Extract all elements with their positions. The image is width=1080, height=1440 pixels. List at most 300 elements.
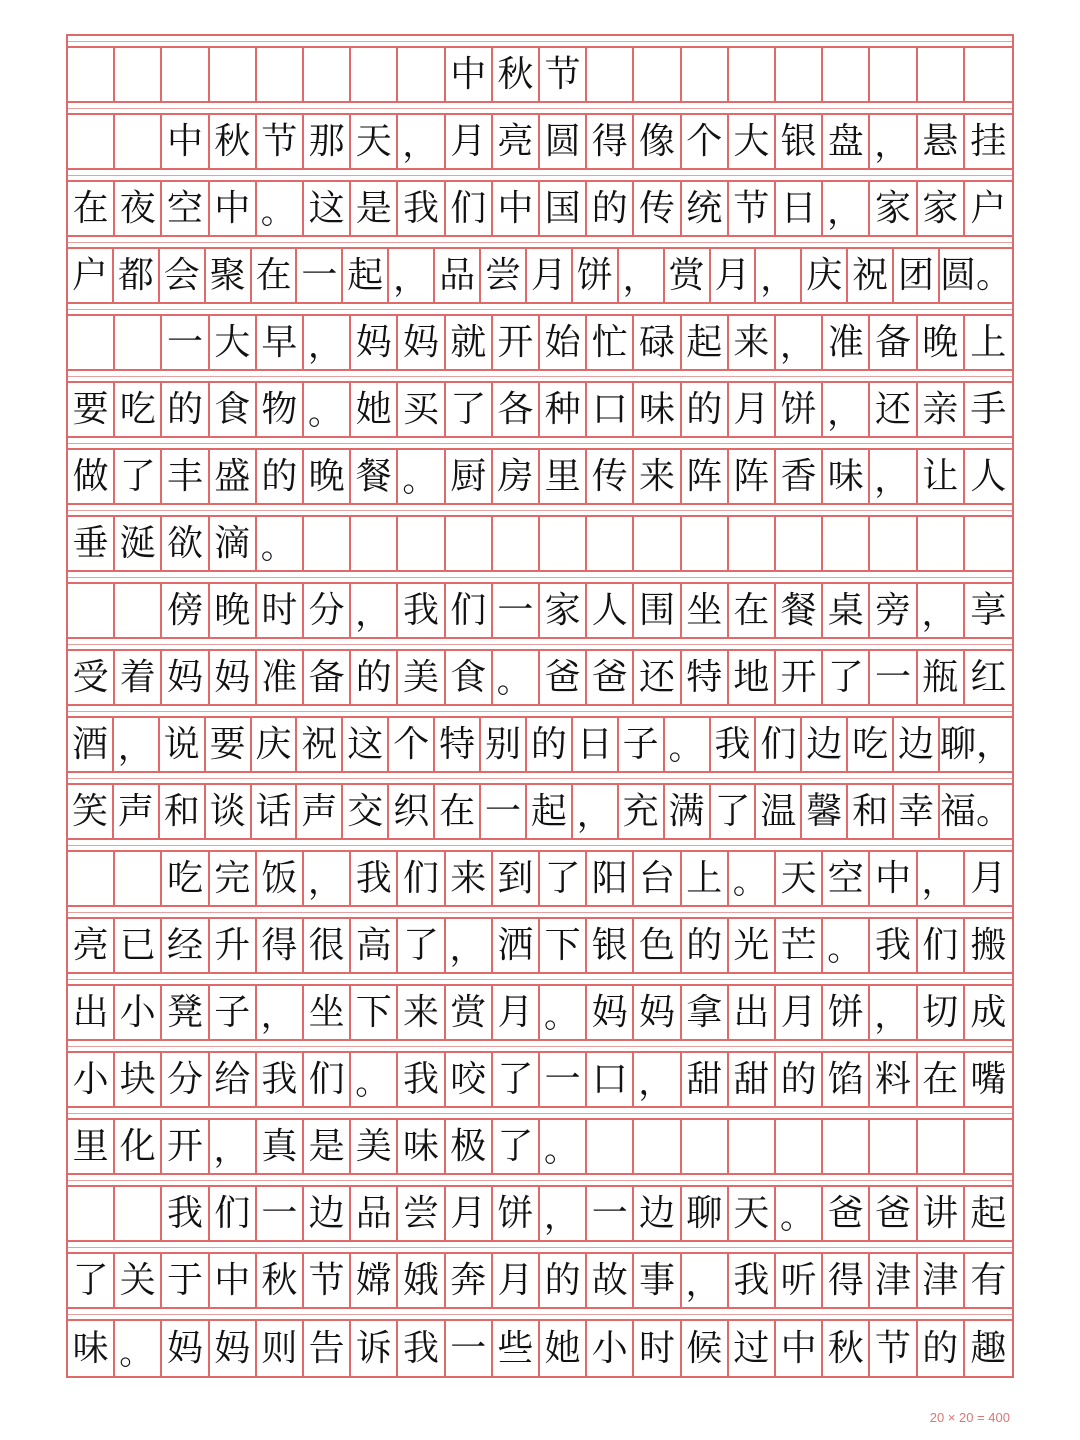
grid-cell: 声 bbox=[297, 785, 343, 838]
grid-cell bbox=[115, 316, 162, 369]
grid-cell: 户 bbox=[68, 249, 114, 302]
grid-cell: 中 bbox=[870, 852, 917, 905]
grid-cell: 声 bbox=[114, 785, 160, 838]
grid-cell: 出 bbox=[729, 986, 776, 1039]
grid-cell: 大 bbox=[729, 115, 776, 168]
grid-cell: 芒 bbox=[776, 919, 823, 972]
grid-cell: 赏 bbox=[665, 249, 711, 302]
grid-cell: 和 bbox=[848, 785, 894, 838]
grid-cell bbox=[115, 852, 162, 905]
grid-cell bbox=[115, 1187, 162, 1240]
grid-cell bbox=[918, 517, 965, 570]
grid-cell: 尝 bbox=[481, 249, 527, 302]
grid-cell: 晚 bbox=[918, 316, 965, 369]
grid-cell: 我 bbox=[870, 919, 917, 972]
grid-cell: 物 bbox=[257, 383, 304, 436]
grid-cell: 我 bbox=[729, 1254, 776, 1307]
grid-cell: ， bbox=[634, 1053, 681, 1106]
grid-row bbox=[68, 1309, 1012, 1376]
grid-cell: 搬 bbox=[970, 924, 1007, 966]
grid-cell: 吃 bbox=[115, 383, 162, 436]
grid-cell: 子 bbox=[619, 718, 665, 771]
grid-cell: 享 bbox=[970, 589, 1007, 631]
grid-cell: 饼 bbox=[776, 383, 823, 436]
grid-cell: 就 bbox=[446, 316, 493, 369]
row-cells bbox=[68, 450, 1012, 505]
grid-cell: 傍 bbox=[162, 584, 209, 637]
grid-row bbox=[68, 1041, 1012, 1108]
grid-cell: ， bbox=[776, 316, 823, 369]
grid-cell: 味 bbox=[823, 450, 870, 503]
grid-cell: 家 bbox=[540, 584, 587, 637]
title-cell bbox=[918, 48, 965, 101]
grid-cell: 秋 bbox=[823, 1321, 870, 1376]
row-gap-line bbox=[68, 36, 1012, 48]
grid-cell bbox=[68, 115, 115, 168]
grid-cell: 时 bbox=[634, 1321, 681, 1376]
grid-cell: 早 bbox=[257, 316, 304, 369]
grid-cell: 光 bbox=[729, 919, 776, 972]
grid-cell: 妈 bbox=[634, 986, 681, 1039]
grid-cell: 事 bbox=[634, 1254, 681, 1307]
grid-cell: 传 bbox=[634, 182, 681, 235]
row-gap-line bbox=[68, 1309, 1012, 1321]
grid-cell: 节 bbox=[729, 182, 776, 235]
grid-cell: 和 bbox=[160, 785, 206, 838]
grid-cell: 我 bbox=[398, 182, 445, 235]
row-cells bbox=[68, 852, 1012, 907]
grid-cell: 妈 bbox=[210, 1321, 257, 1376]
grid-cell: 经 bbox=[162, 919, 209, 972]
grid-cell: 。 bbox=[823, 919, 870, 972]
grid-cell bbox=[304, 517, 351, 570]
title-cell bbox=[210, 48, 257, 101]
grid-cell: 得 bbox=[257, 919, 304, 972]
grid-cell: 盛 bbox=[210, 450, 257, 503]
title-cell bbox=[257, 48, 304, 101]
grid-cell: 。 bbox=[257, 517, 304, 570]
grid-cell: 津 bbox=[918, 1254, 965, 1307]
grid-cell: 节 bbox=[870, 1321, 917, 1376]
grid-cell: 还 bbox=[634, 651, 681, 704]
row-gap-line bbox=[68, 1041, 1012, 1053]
grid-cell: 瓶 bbox=[918, 651, 965, 704]
row-cells bbox=[68, 1187, 1012, 1242]
grid-cell: 候 bbox=[682, 1321, 729, 1376]
grid-cell: 手 bbox=[970, 388, 1007, 430]
grid-cell: 特 bbox=[435, 718, 481, 771]
grid-cell: 银 bbox=[776, 115, 823, 168]
grid-cell: 爸 bbox=[540, 651, 587, 704]
grid-cell: 时 bbox=[257, 584, 304, 637]
title-cell bbox=[351, 48, 398, 101]
grid-cell: ， bbox=[870, 450, 917, 503]
grid-cell: 着 bbox=[115, 651, 162, 704]
grid-cell: 满 bbox=[665, 785, 711, 838]
grid-cell: 统 bbox=[682, 182, 729, 235]
grid-cell: 诉 bbox=[351, 1321, 398, 1376]
grid-cell: 这 bbox=[304, 182, 351, 235]
grid-cell: 亮 bbox=[68, 919, 115, 972]
grid-cell: 准 bbox=[257, 651, 304, 704]
grid-cell: 。 bbox=[729, 852, 776, 905]
title-cell bbox=[729, 48, 776, 101]
grid-cell: 亲 bbox=[918, 383, 965, 436]
grid-cell: ， bbox=[870, 115, 917, 168]
grid-cell: 欲 bbox=[162, 517, 209, 570]
grid-cell: 聊 bbox=[682, 1187, 729, 1240]
grid-cell: 。 bbox=[665, 718, 711, 771]
grid-cell: 了 bbox=[540, 852, 587, 905]
grid-cell bbox=[587, 517, 634, 570]
grid-cell bbox=[682, 1120, 729, 1173]
grid-cell: 中 bbox=[210, 1254, 257, 1307]
title-cell bbox=[634, 48, 681, 101]
row-gap-line bbox=[68, 371, 1012, 383]
row-gap-line bbox=[68, 1108, 1012, 1120]
grid-cell bbox=[634, 1120, 681, 1173]
grid-cell: 悬 bbox=[918, 115, 965, 168]
row-cells bbox=[68, 517, 1012, 572]
grid-cell: 月 bbox=[776, 986, 823, 1039]
grid-cell: 关 bbox=[115, 1254, 162, 1307]
grid-cell: 酒 bbox=[68, 718, 114, 771]
grid-cell: 她 bbox=[351, 383, 398, 436]
grid-cell: 开 bbox=[162, 1120, 209, 1173]
grid-cell: 们 bbox=[398, 852, 445, 905]
grid-row bbox=[68, 1108, 1012, 1175]
grid-cell bbox=[115, 115, 162, 168]
grid-cell: 品 bbox=[435, 249, 481, 302]
grid-cell: 了 bbox=[493, 1120, 540, 1173]
grid-size-label: 20 × 20 = 400 bbox=[929, 1410, 1010, 1425]
grid-cell: 月 bbox=[711, 249, 757, 302]
grid-cell: 爸 bbox=[870, 1187, 917, 1240]
grid-cell: 会 bbox=[160, 249, 206, 302]
grid-cell: 节 bbox=[257, 115, 304, 168]
grid-cell: 完 bbox=[210, 852, 257, 905]
grid-cell bbox=[351, 517, 398, 570]
grid-cell: 们 bbox=[304, 1053, 351, 1106]
grid-cell: 阵 bbox=[729, 450, 776, 503]
row-gap-line bbox=[68, 773, 1012, 785]
grid-cell bbox=[729, 517, 776, 570]
grid-cell bbox=[823, 517, 870, 570]
grid-cell: 极 bbox=[446, 1120, 493, 1173]
grid-cell: 交 bbox=[343, 785, 389, 838]
grid-row bbox=[68, 237, 1012, 304]
row-gap-line bbox=[68, 438, 1012, 450]
grid-cell: 的 bbox=[918, 1321, 965, 1376]
grid-cell: ， bbox=[823, 182, 870, 235]
grid-cell: 食 bbox=[446, 651, 493, 704]
grid-cell: 一 bbox=[162, 316, 209, 369]
grid-cell: 聚 bbox=[206, 249, 252, 302]
grid-cell: 阵 bbox=[682, 450, 729, 503]
grid-cell: 了 bbox=[711, 785, 757, 838]
grid-cell: 馅 bbox=[823, 1053, 870, 1106]
grid-row bbox=[68, 639, 1012, 706]
grid-cell bbox=[776, 517, 823, 570]
grid-cell: 受 bbox=[68, 651, 115, 704]
grid-cell: 得 bbox=[587, 115, 634, 168]
grid-cell: 料 bbox=[870, 1053, 917, 1106]
grid-cell: 口 bbox=[587, 1053, 634, 1106]
grid-cell: 子 bbox=[210, 986, 257, 1039]
grid-cell: 有 bbox=[970, 1259, 1007, 1301]
grid-cell: 很 bbox=[304, 919, 351, 972]
grid-cell: 嫦 bbox=[351, 1254, 398, 1307]
grid-row bbox=[68, 103, 1012, 170]
grid-cell: 节 bbox=[304, 1254, 351, 1307]
row-cells bbox=[68, 1321, 1012, 1376]
grid-cell: 涎 bbox=[115, 517, 162, 570]
grid-cell: 聊， bbox=[939, 723, 1012, 765]
grid-cell: 说 bbox=[160, 718, 206, 771]
row-cells bbox=[68, 182, 1012, 237]
grid-row bbox=[68, 170, 1012, 237]
grid-cell: 馨 bbox=[802, 785, 848, 838]
grid-cell: 一 bbox=[481, 785, 527, 838]
grid-cell: 家 bbox=[918, 182, 965, 235]
grid-cell: 秋 bbox=[257, 1254, 304, 1307]
grid-cell: 餐 bbox=[776, 584, 823, 637]
grid-cell: 小 bbox=[587, 1321, 634, 1376]
grid-cell: 给 bbox=[210, 1053, 257, 1106]
grid-cell: 的 bbox=[776, 1053, 823, 1106]
row-gap-line bbox=[68, 1175, 1012, 1187]
title-cell bbox=[304, 48, 351, 101]
title-cell bbox=[587, 48, 634, 101]
grid-cell: 下 bbox=[540, 919, 587, 972]
grid-cell: 下 bbox=[351, 986, 398, 1039]
grid-cell: 温 bbox=[756, 785, 802, 838]
grid-cell: 月 bbox=[493, 986, 540, 1039]
grid-cell: 故 bbox=[587, 1254, 634, 1307]
grid-cell: 笑 bbox=[68, 785, 114, 838]
grid-cell: 始 bbox=[540, 316, 587, 369]
grid-cell: 备 bbox=[304, 651, 351, 704]
grid-cell: 到 bbox=[493, 852, 540, 905]
grid-cell: 地 bbox=[729, 651, 776, 704]
grid-cell: 嘴 bbox=[970, 1058, 1007, 1100]
grid-cell: 备 bbox=[870, 316, 917, 369]
grid-row bbox=[68, 706, 1012, 773]
grid-cell: ， bbox=[682, 1254, 729, 1307]
grid-cell bbox=[446, 517, 493, 570]
grid-cell: 圆 bbox=[540, 115, 587, 168]
grid-row bbox=[68, 840, 1012, 907]
grid-cell: 盘 bbox=[823, 115, 870, 168]
grid-cell: 切 bbox=[918, 986, 965, 1039]
row-gap-line bbox=[68, 974, 1012, 986]
grid-cell: 一 bbox=[870, 651, 917, 704]
grid-cell: 特 bbox=[682, 651, 729, 704]
grid-cell: 津 bbox=[870, 1254, 917, 1307]
grid-cell: 出 bbox=[68, 986, 115, 1039]
grid-cell: 话 bbox=[252, 785, 298, 838]
grid-cell: 们 bbox=[756, 718, 802, 771]
grid-cell: 奔 bbox=[446, 1254, 493, 1307]
grid-cell: 她 bbox=[540, 1321, 587, 1376]
grid-cell bbox=[68, 852, 115, 905]
title-cell bbox=[776, 48, 823, 101]
grid-cell: 已 bbox=[115, 919, 162, 972]
grid-cell: 。 bbox=[540, 1120, 587, 1173]
grid-cell: 买 bbox=[398, 383, 445, 436]
row-cells bbox=[68, 785, 1012, 840]
grid-row bbox=[68, 505, 1012, 572]
row-gap-line bbox=[68, 639, 1012, 651]
row-cells bbox=[68, 316, 1012, 371]
grid-cell: 台 bbox=[634, 852, 681, 905]
grid-cell: 日 bbox=[776, 182, 823, 235]
row-cells bbox=[68, 1120, 1012, 1175]
grid-cell: 晚 bbox=[304, 450, 351, 503]
grid-cell: 的 bbox=[351, 651, 398, 704]
grid-cell: 别 bbox=[481, 718, 527, 771]
grid-cell: 。 bbox=[304, 383, 351, 436]
grid-cell: 的 bbox=[682, 383, 729, 436]
grid-cell: 则 bbox=[257, 1321, 304, 1376]
grid-cell: 。 bbox=[115, 1321, 162, 1376]
grid-cell: 在 bbox=[918, 1053, 965, 1106]
grid-cell: 口 bbox=[587, 383, 634, 436]
grid-cell: 传 bbox=[587, 450, 634, 503]
row-cells bbox=[68, 1053, 1012, 1108]
grid-cell: 一 bbox=[446, 1321, 493, 1376]
grid-cell: 要 bbox=[68, 383, 115, 436]
row-gap-line bbox=[68, 572, 1012, 584]
row-cells bbox=[68, 584, 1012, 639]
grid-cell bbox=[493, 517, 540, 570]
grid-cell: 饼 bbox=[573, 249, 619, 302]
grid-cell: 美 bbox=[398, 651, 445, 704]
grid-cell: 得 bbox=[823, 1254, 870, 1307]
grid-cell: 幸 bbox=[894, 785, 940, 838]
grid-cell: 了 bbox=[493, 1053, 540, 1106]
grid-cell: 饭 bbox=[257, 852, 304, 905]
grid-cell: 我 bbox=[398, 584, 445, 637]
grid-cell bbox=[965, 517, 1012, 570]
grid-row bbox=[68, 572, 1012, 639]
grid-cell: 大 bbox=[210, 316, 257, 369]
row-gap-line bbox=[68, 840, 1012, 852]
grid-cell: 月 bbox=[446, 1187, 493, 1240]
grid-cell: 的 bbox=[682, 919, 729, 972]
grid-cell: 食 bbox=[210, 383, 257, 436]
grid-cell: ， bbox=[210, 1120, 257, 1173]
grid-row bbox=[68, 1175, 1012, 1242]
grid-cell: ， bbox=[304, 316, 351, 369]
grid-cell: 房 bbox=[493, 450, 540, 503]
grid-cell: 里 bbox=[68, 1120, 115, 1173]
grid-cell: 我 bbox=[711, 718, 757, 771]
row-cells bbox=[68, 986, 1012, 1041]
grid-cell: 化 bbox=[115, 1120, 162, 1173]
grid-row bbox=[68, 907, 1012, 974]
grid-cell: 妈 bbox=[587, 986, 634, 1039]
title-cell: 秋 bbox=[493, 48, 540, 101]
title-cell bbox=[398, 48, 445, 101]
grid-cell: 围 bbox=[634, 584, 681, 637]
grid-row bbox=[68, 1242, 1012, 1309]
grid-cell bbox=[68, 316, 115, 369]
grid-cell: 了 bbox=[115, 450, 162, 503]
grid-cell: 祝 bbox=[297, 718, 343, 771]
grid-cell: 。 bbox=[398, 450, 445, 503]
grid-cell: 成 bbox=[970, 991, 1007, 1033]
grid-cell: 忙 bbox=[587, 316, 634, 369]
grid-cell bbox=[68, 584, 115, 637]
row-cells bbox=[68, 1254, 1012, 1309]
grid-cell: 吃 bbox=[162, 852, 209, 905]
grid-cell: 的 bbox=[162, 383, 209, 436]
grid-row bbox=[68, 974, 1012, 1041]
grid-cell: 。 bbox=[493, 651, 540, 704]
grid-cell: ， bbox=[756, 249, 802, 302]
title-cell bbox=[823, 48, 870, 101]
grid-cell bbox=[918, 1120, 965, 1173]
row-gap-line bbox=[68, 907, 1012, 919]
title-cell bbox=[68, 48, 115, 101]
grid-cell: 妈 bbox=[162, 651, 209, 704]
grid-cell: 过 bbox=[729, 1321, 776, 1376]
grid-cell: 边 bbox=[894, 718, 940, 771]
grid-cell: 起 bbox=[682, 316, 729, 369]
title-row bbox=[68, 36, 1012, 103]
grid-cell: 庆 bbox=[252, 718, 298, 771]
grid-cell: 。 bbox=[351, 1053, 398, 1106]
grid-cell: 旁 bbox=[870, 584, 917, 637]
grid-cell: 的 bbox=[540, 1254, 587, 1307]
grid-cell: 银 bbox=[587, 919, 634, 972]
grid-cell: 那 bbox=[304, 115, 351, 168]
grid-cell: 爸 bbox=[587, 651, 634, 704]
grid-row bbox=[68, 773, 1012, 840]
grid-cell: ， bbox=[389, 249, 435, 302]
grid-cell: 趣 bbox=[970, 1327, 1007, 1369]
row-cells bbox=[68, 718, 1012, 773]
grid-cell: 天 bbox=[729, 1187, 776, 1240]
grid-cell: 家 bbox=[870, 182, 917, 235]
grid-cell bbox=[634, 517, 681, 570]
grid-cell: 国 bbox=[540, 182, 587, 235]
grid-cell: 吃 bbox=[848, 718, 894, 771]
grid-cell: 夜 bbox=[115, 182, 162, 235]
grid-cell bbox=[776, 1120, 823, 1173]
grid-cell: 上 bbox=[970, 321, 1007, 363]
grid-cell: 。 bbox=[257, 182, 304, 235]
grid-cell: 一 bbox=[493, 584, 540, 637]
grid-cell: 空 bbox=[823, 852, 870, 905]
grid-cell: 日 bbox=[573, 718, 619, 771]
grid-cell: 妈 bbox=[210, 651, 257, 704]
grid-cell: 种 bbox=[540, 383, 587, 436]
grid-cell: 中 bbox=[493, 182, 540, 235]
grid-cell: 讲 bbox=[918, 1187, 965, 1240]
grid-cell: 边 bbox=[802, 718, 848, 771]
row-gap-line bbox=[68, 706, 1012, 718]
grid-cell bbox=[68, 1187, 115, 1240]
grid-cell: 饼 bbox=[493, 1187, 540, 1240]
grid-cell: ， bbox=[870, 986, 917, 1039]
grid-cell: 尝 bbox=[398, 1187, 445, 1240]
grid-cell: ， bbox=[918, 852, 965, 905]
grid-cell: 秋 bbox=[210, 115, 257, 168]
grid-cell: 赏 bbox=[446, 986, 493, 1039]
grid-cell bbox=[823, 1120, 870, 1173]
